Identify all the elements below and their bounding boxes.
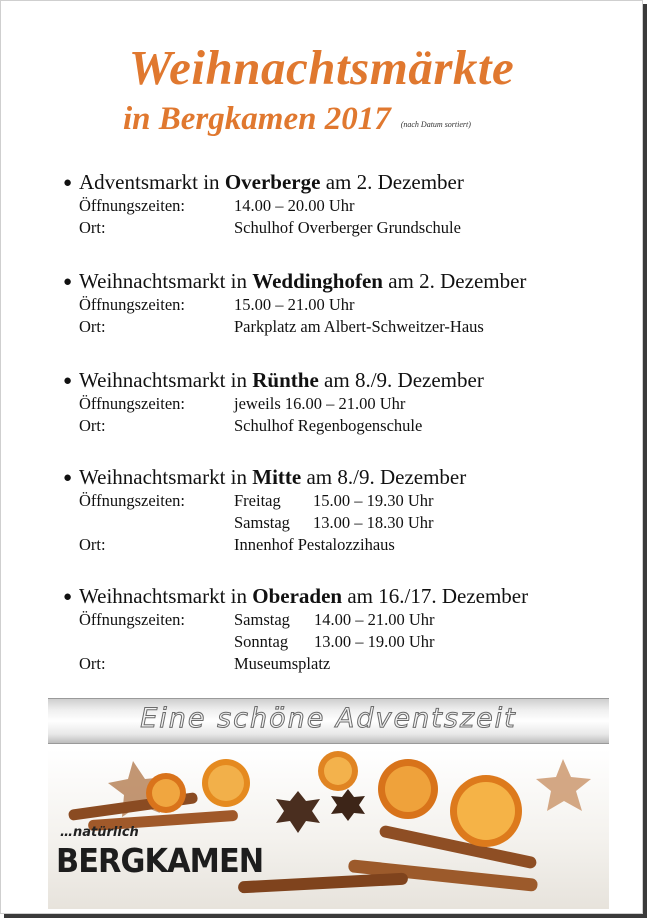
location-row — [63, 534, 623, 556]
page-title: Weihnachtsmärkte — [128, 40, 515, 95]
bullet-icon: ● — [63, 274, 73, 290]
hours-label: Öffnungszeiten: — [79, 610, 186, 629]
bullet-icon: ● — [63, 470, 73, 486]
hours-label: Öffnungszeiten: — [79, 491, 186, 510]
hours-day: Sonntag — [234, 632, 289, 651]
sort-note: (nach Datum sortiert) — [400, 120, 471, 129]
hours-time: 15.00 – 19.30 Uhr — [313, 491, 434, 510]
location-label: Ort: — [79, 317, 106, 336]
location-row — [63, 415, 623, 437]
event-weddinghofen — [63, 269, 623, 338]
event-mitte — [63, 465, 623, 556]
location-label: Ort: — [79, 218, 106, 237]
star-anise-shape — [331, 789, 365, 821]
orange-slice — [324, 757, 352, 785]
hours-row — [63, 393, 623, 415]
location-row — [63, 217, 623, 239]
logo-wordmark: BERGKAMEN — [56, 841, 264, 880]
event-heading: ● Weihnachtsmarkt in Rünthe am 8./9. Dezember — [63, 368, 484, 392]
hours-time: 13.00 – 19.00 Uhr — [314, 632, 435, 651]
location-value: Schulhof Overberger Grundschule — [234, 218, 461, 237]
location-label: Ort: — [79, 654, 106, 673]
hours-row — [63, 631, 623, 653]
event-oberaden — [63, 584, 623, 675]
hours-value: jeweils 16.00 – 21.00 Uhr — [234, 394, 406, 413]
event-ruenthe — [63, 368, 623, 437]
event-heading: ● Adventsmarkt in Overberge am 2. Dezember — [63, 170, 464, 194]
page-subtitle — [123, 101, 471, 138]
event-place: Weddinghofen — [252, 269, 383, 293]
hours-label: Öffnungszeiten: — [79, 394, 186, 413]
event-heading: ● Weihnachtsmarkt in Weddinghofen am 2. Dezember — [63, 269, 527, 293]
logo-tagline: …natürlich — [60, 825, 139, 840]
hours-row — [63, 609, 623, 631]
event-place: Overberge — [224, 170, 321, 194]
location-label: Ort: — [79, 416, 106, 435]
hours-time: 14.00 – 21.00 Uhr — [314, 610, 435, 629]
location-value: Parkplatz am Albert-Schweitzer-Haus — [234, 317, 484, 336]
hours-row — [63, 490, 623, 512]
christmas-photo — [48, 749, 609, 909]
event-heading: ● Weihnachtsmarkt in Mitte am 8./9. Dezember — [63, 465, 467, 489]
hours-day: Freitag — [234, 491, 281, 510]
star-anise-shape — [276, 791, 320, 833]
hours-row — [63, 294, 623, 316]
hours-day: Samstag — [234, 513, 290, 532]
hours-label: Öffnungszeiten: — [79, 196, 186, 215]
hours-value — [234, 609, 435, 631]
subtitle-text: in Bergkamen 2017 — [123, 101, 391, 137]
event-place: Oberaden — [252, 584, 343, 608]
location-value: Museumsplatz — [234, 654, 331, 673]
banner-text: Eine schöne Adventszeit — [140, 703, 517, 734]
bullet-icon: ● — [63, 373, 73, 389]
event-overberge — [63, 170, 623, 239]
hours-value — [234, 512, 434, 534]
hours-value: 14.00 – 20.00 Uhr — [234, 196, 355, 215]
location-value: Innenhof Pestalozzihaus — [234, 535, 395, 554]
location-row — [63, 653, 623, 675]
orange-slice — [152, 779, 180, 807]
hours-row — [63, 512, 623, 534]
hours-label: Öffnungszeiten: — [79, 295, 186, 314]
hours-row — [63, 195, 623, 217]
hours-value — [234, 631, 435, 653]
location-row — [63, 316, 623, 338]
orange-slice — [208, 765, 244, 801]
event-heading: ● Weihnachtsmarkt in Oberaden am 16./17. Dezember — [63, 584, 529, 608]
orange-slice — [385, 766, 431, 812]
orange-slice — [457, 782, 515, 840]
hours-value: 15.00 – 21.00 Uhr — [234, 295, 355, 314]
cinnamon-stick — [238, 873, 408, 894]
greeting-banner — [48, 698, 609, 744]
bullet-icon: ● — [63, 175, 73, 191]
location-value: Schulhof Regenbogenschule — [234, 416, 423, 435]
event-place: Mitte — [252, 465, 302, 489]
event-place: Rünthe — [252, 368, 319, 392]
hours-time: 13.00 – 18.30 Uhr — [313, 513, 434, 532]
location-label: Ort: — [79, 535, 106, 554]
hours-day: Samstag — [234, 610, 290, 629]
hours-value — [234, 490, 434, 512]
star-shape — [536, 759, 591, 811]
bullet-icon: ● — [63, 589, 73, 605]
